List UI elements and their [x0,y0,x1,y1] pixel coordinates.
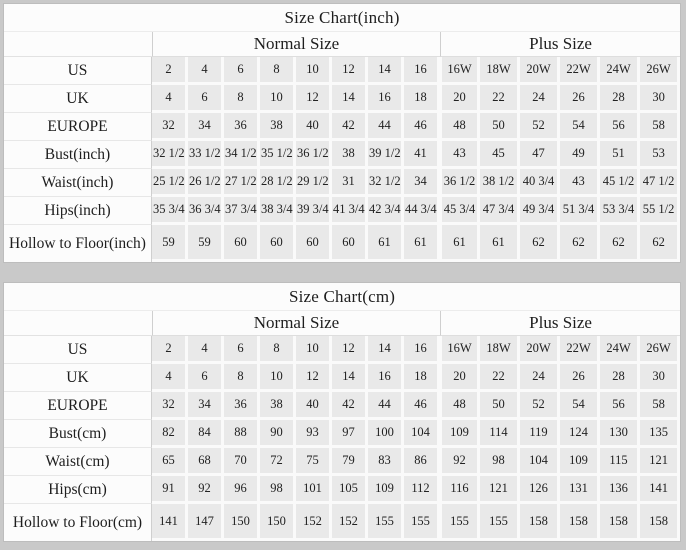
size-value-cell: 135 [640,420,680,448]
size-value-cell: 109 [440,420,480,448]
size-value-cell: 60 [260,225,296,262]
size-value-cell: 59 [188,225,224,262]
size-value-cell: 8 [224,85,260,113]
table-row [4,169,680,197]
table-row [4,448,680,476]
size-chart-cm-table [3,282,681,542]
size-value-cell: 18W [480,57,520,85]
size-value-cell: 70 [224,448,260,476]
size-value-cell: 6 [188,364,224,392]
row-label: UK [4,85,152,113]
size-value-cell: 4 [152,364,188,392]
row-label: Hips(inch) [4,197,152,225]
size-value-cell: 36 1/2 [440,169,480,197]
size-value-cell: 141 [640,476,680,504]
size-value-cell: 44 [368,113,404,141]
row-label: Hips(cm) [4,476,152,504]
size-value-cell: 86 [404,448,440,476]
size-value-cell: 10 [296,336,332,364]
size-value-cell: 92 [188,476,224,504]
table-title-row [4,4,680,32]
size-value-cell: 152 [332,504,368,541]
size-value-cell: 62 [520,225,560,262]
size-value-cell: 42 [332,113,368,141]
table-row [4,476,680,504]
size-value-cell: 49 3/4 [520,197,560,225]
size-value-cell: 4 [188,57,224,85]
size-value-cell: 16W [440,57,480,85]
size-value-cell: 22W [560,336,600,364]
row-label: US [4,57,152,85]
size-value-cell: 22 [480,85,520,113]
size-value-cell: 32 1/2 [368,169,404,197]
size-value-cell: 18W [480,336,520,364]
size-value-cell: 40 [296,392,332,420]
size-value-cell: 6 [188,85,224,113]
size-value-cell: 119 [520,420,560,448]
size-value-cell: 56 [600,113,640,141]
size-value-cell: 104 [520,448,560,476]
size-value-cell: 47 1/2 [640,169,680,197]
size-value-cell: 8 [260,57,296,85]
size-value-cell: 114 [480,420,520,448]
size-value-cell: 58 [640,113,680,141]
size-value-cell: 92 [440,448,480,476]
size-value-cell: 32 [152,392,188,420]
size-value-cell: 38 1/2 [480,169,520,197]
size-value-cell: 53 3/4 [600,197,640,225]
table-row [4,364,680,392]
row-label: Bust(inch) [4,141,152,169]
size-value-cell: 24 [520,364,560,392]
size-value-cell: 150 [224,504,260,541]
size-value-cell: 121 [480,476,520,504]
size-value-cell: 59 [152,225,188,262]
size-value-cell: 68 [188,448,224,476]
size-value-cell: 61 [480,225,520,262]
size-value-cell: 2 [152,57,188,85]
size-value-cell: 43 [560,169,600,197]
size-value-cell: 33 1/2 [188,141,224,169]
size-value-cell: 47 3/4 [480,197,520,225]
table-row [4,392,680,420]
size-value-cell: 29 1/2 [296,169,332,197]
size-value-cell: 46 [404,392,440,420]
size-value-cell: 98 [480,448,520,476]
row-label: Hollow to Floor(cm) [4,504,152,541]
size-value-cell: 45 1/2 [600,169,640,197]
size-value-cell: 34 [404,169,440,197]
size-value-cell: 38 3/4 [260,197,296,225]
table-row [4,336,680,364]
size-value-cell: 115 [600,448,640,476]
size-chart-inch-table [3,3,681,263]
size-value-cell: 98 [260,476,296,504]
size-value-cell: 39 1/2 [368,141,404,169]
size-value-cell: 54 [560,392,600,420]
table-row [4,85,680,113]
size-value-cell: 61 [404,225,440,262]
size-value-cell: 44 [368,392,404,420]
corner-cell [4,311,152,336]
size-value-cell: 136 [600,476,640,504]
size-value-cell: 28 [600,364,640,392]
size-value-cell: 152 [296,504,332,541]
row-label: Waist(inch) [4,169,152,197]
size-value-cell: 100 [368,420,404,448]
size-value-cell: 121 [640,448,680,476]
size-value-cell: 12 [332,57,368,85]
size-value-cell: 91 [152,476,188,504]
size-value-cell: 124 [560,420,600,448]
size-value-cell: 31 [332,169,368,197]
table-title: Size Chart(inch) [4,4,680,32]
size-value-cell: 18 [404,85,440,113]
size-value-cell: 34 1/2 [224,141,260,169]
size-value-cell: 25 1/2 [152,169,188,197]
size-value-cell: 147 [188,504,224,541]
size-value-cell: 109 [368,476,404,504]
size-value-cell: 62 [600,225,640,262]
size-value-cell: 45 3/4 [440,197,480,225]
normal-size-header: Normal Size [152,311,440,336]
size-value-cell: 141 [152,504,188,541]
size-value-cell: 60 [332,225,368,262]
size-value-cell: 26 1/2 [188,169,224,197]
size-value-cell: 50 [480,392,520,420]
size-value-cell: 52 [520,113,560,141]
size-value-cell: 46 [404,113,440,141]
table-row [4,57,680,85]
size-value-cell: 30 [640,85,680,113]
size-value-cell: 42 [332,392,368,420]
size-value-cell: 10 [260,364,296,392]
size-value-cell: 51 3/4 [560,197,600,225]
size-value-cell: 50 [480,113,520,141]
size-value-cell: 48 [440,392,480,420]
size-value-cell: 112 [404,476,440,504]
size-value-cell: 53 [640,141,680,169]
row-label: Bust(cm) [4,420,152,448]
plus-size-header: Plus Size [440,311,680,336]
row-label: UK [4,364,152,392]
group-header-row [4,311,680,336]
table-row [4,420,680,448]
size-value-cell: 155 [368,504,404,541]
size-value-cell: 42 3/4 [368,197,404,225]
row-label: US [4,336,152,364]
size-value-cell: 48 [440,113,480,141]
size-value-cell: 45 [480,141,520,169]
size-value-cell: 40 3/4 [520,169,560,197]
table-row [4,113,680,141]
size-value-cell: 16 [368,364,404,392]
size-value-cell: 55 1/2 [640,197,680,225]
table-title-row [4,283,680,311]
size-rows-inch [4,57,680,262]
size-value-cell: 14 [368,336,404,364]
size-value-cell: 12 [332,336,368,364]
size-value-cell: 38 [332,141,368,169]
size-value-cell: 62 [560,225,600,262]
row-label: Hollow to Floor(inch) [4,225,152,262]
size-value-cell: 2 [152,336,188,364]
size-value-cell: 62 [640,225,680,262]
size-value-cell: 104 [404,420,440,448]
size-value-cell: 20 [440,85,480,113]
size-value-cell: 24 [520,85,560,113]
size-value-cell: 27 1/2 [224,169,260,197]
size-value-cell: 96 [224,476,260,504]
table-row [4,197,680,225]
size-value-cell: 35 1/2 [260,141,296,169]
group-header-row [4,32,680,57]
size-value-cell: 158 [640,504,680,541]
size-value-cell: 26W [640,57,680,85]
size-value-cell: 60 [224,225,260,262]
size-value-cell: 79 [332,448,368,476]
size-value-cell: 34 [188,392,224,420]
size-value-cell: 155 [440,504,480,541]
size-value-cell: 158 [520,504,560,541]
size-value-cell: 150 [260,504,296,541]
size-value-cell: 16 [404,336,440,364]
size-value-cell: 32 1/2 [152,141,188,169]
size-value-cell: 4 [152,85,188,113]
size-value-cell: 20W [520,336,560,364]
size-value-cell: 12 [296,85,332,113]
size-value-cell: 93 [296,420,332,448]
size-value-cell: 39 3/4 [296,197,332,225]
size-value-cell: 131 [560,476,600,504]
size-value-cell: 158 [560,504,600,541]
size-value-cell: 32 [152,113,188,141]
size-value-cell: 52 [520,392,560,420]
size-value-cell: 83 [368,448,404,476]
row-label: EUROPE [4,392,152,420]
size-value-cell: 88 [224,420,260,448]
size-value-cell: 8 [224,364,260,392]
size-value-cell: 97 [332,420,368,448]
size-value-cell: 36 1/2 [296,141,332,169]
size-value-cell: 65 [152,448,188,476]
size-value-cell: 51 [600,141,640,169]
size-value-cell: 109 [560,448,600,476]
row-label: Waist(cm) [4,448,152,476]
size-value-cell: 6 [224,57,260,85]
size-value-cell: 56 [600,392,640,420]
row-label: EUROPE [4,113,152,141]
table-row [4,504,680,541]
size-value-cell: 36 [224,392,260,420]
size-value-cell: 54 [560,113,600,141]
table-row [4,141,680,169]
size-value-cell: 20 [440,364,480,392]
size-value-cell: 38 [260,113,296,141]
size-value-cell: 37 3/4 [224,197,260,225]
size-value-cell: 105 [332,476,368,504]
size-rows-cm [4,336,680,541]
size-value-cell: 82 [152,420,188,448]
size-value-cell: 38 [260,392,296,420]
size-value-cell: 158 [600,504,640,541]
size-value-cell: 36 3/4 [188,197,224,225]
size-value-cell: 28 1/2 [260,169,296,197]
size-value-cell: 18 [404,364,440,392]
size-value-cell: 75 [296,448,332,476]
table-row [4,225,680,262]
size-value-cell: 14 [332,85,368,113]
size-value-cell: 30 [640,364,680,392]
size-value-cell: 58 [640,392,680,420]
size-value-cell: 26 [560,364,600,392]
size-value-cell: 10 [296,57,332,85]
size-value-cell: 6 [224,336,260,364]
size-value-cell: 61 [440,225,480,262]
size-value-cell: 155 [404,504,440,541]
size-value-cell: 26W [640,336,680,364]
size-value-cell: 40 [296,113,332,141]
corner-cell [4,32,152,57]
size-value-cell: 24W [600,336,640,364]
size-value-cell: 22 [480,364,520,392]
size-value-cell: 90 [260,420,296,448]
plus-size-header: Plus Size [440,32,680,57]
size-value-cell: 47 [520,141,560,169]
size-value-cell: 61 [368,225,404,262]
size-value-cell: 12 [296,364,332,392]
size-value-cell: 10 [260,85,296,113]
size-value-cell: 60 [296,225,332,262]
size-value-cell: 49 [560,141,600,169]
size-value-cell: 116 [440,476,480,504]
normal-size-header: Normal Size [152,32,440,57]
size-value-cell: 35 3/4 [152,197,188,225]
size-value-cell: 72 [260,448,296,476]
size-value-cell: 24W [600,57,640,85]
size-value-cell: 8 [260,336,296,364]
size-value-cell: 34 [188,113,224,141]
table-title: Size Chart(cm) [4,283,680,311]
size-value-cell: 28 [600,85,640,113]
size-value-cell: 16W [440,336,480,364]
size-value-cell: 84 [188,420,224,448]
size-value-cell: 41 3/4 [332,197,368,225]
size-value-cell: 26 [560,85,600,113]
size-value-cell: 41 [404,141,440,169]
size-value-cell: 16 [368,85,404,113]
size-value-cell: 155 [480,504,520,541]
size-value-cell: 36 [224,113,260,141]
size-value-cell: 44 3/4 [404,197,440,225]
size-value-cell: 130 [600,420,640,448]
size-value-cell: 14 [332,364,368,392]
size-value-cell: 20W [520,57,560,85]
size-value-cell: 101 [296,476,332,504]
size-value-cell: 126 [520,476,560,504]
size-value-cell: 43 [440,141,480,169]
size-value-cell: 14 [368,57,404,85]
size-value-cell: 22W [560,57,600,85]
size-value-cell: 16 [404,57,440,85]
size-value-cell: 4 [188,336,224,364]
